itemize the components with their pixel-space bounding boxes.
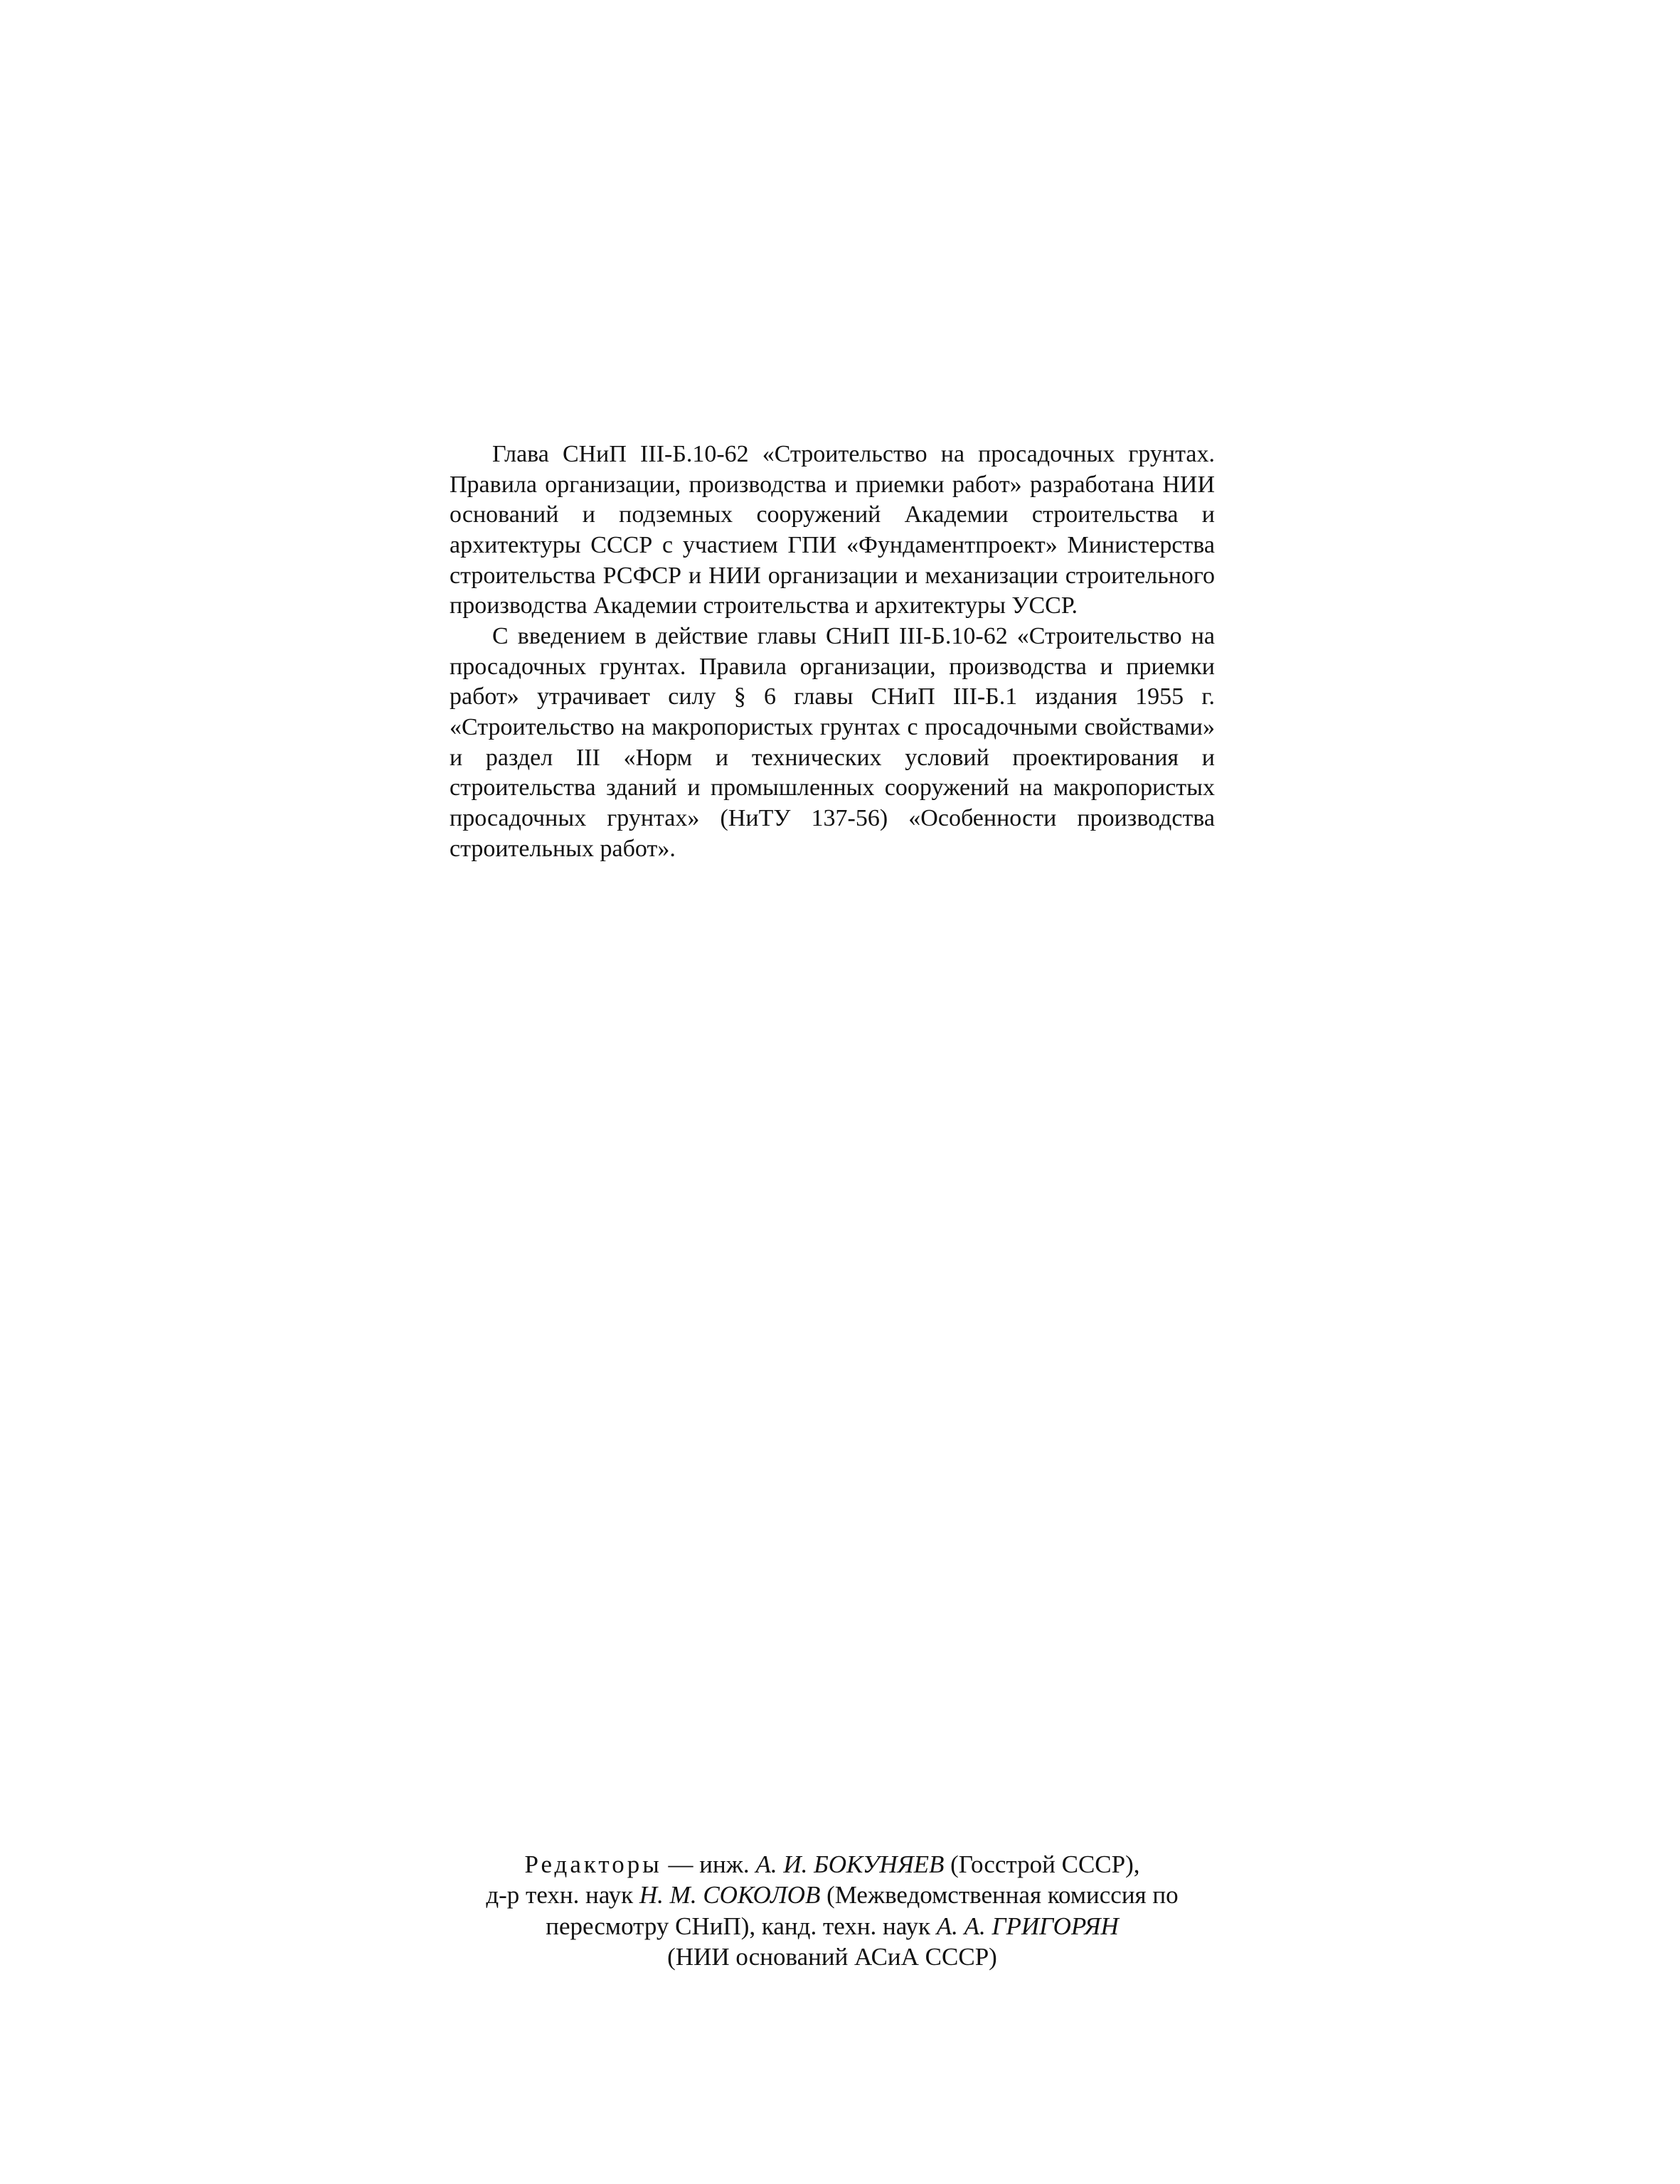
editors-label: Редакторы [524, 1850, 662, 1878]
editor-2-org: (Межведомственная комиссия по пересмотру СНиП), [546, 1881, 1179, 1940]
editor-1-org: (Госстрой СССР), [944, 1850, 1140, 1878]
editor-3-org: (НИИ оснований АСиА СССР) [667, 1943, 997, 1971]
editors-block [427, 1849, 1238, 1973]
document-body [450, 440, 1215, 864]
editor-3-name: А. А. ГРИГОРЯН [936, 1912, 1119, 1940]
editor-2-name: Н. М. СОКОЛОВ [639, 1881, 821, 1909]
editor-1-title: инж. [699, 1850, 756, 1878]
paragraph-authors: Глава СНиП III-Б.10-62 «Строительство на просадочных грунтах. Правила организации, производства и приемки работ» разработана НИИ оснований и подземных сооружений Академии строительства и архитектуры СССР с участием ГПИ «Фундаментпроект» Министерства строительства РСФСР и НИИ организации и механизации строительного производства Академии строительства и архитектуры УССР. [450, 441, 1215, 619]
editor-1-name: А. И. БОКУНЯЕВ [755, 1850, 945, 1878]
editor-3-title: канд. техн. наук [755, 1912, 937, 1940]
editors-dash: — [661, 1850, 700, 1878]
paragraph-supersession: С введением в действие главы СНиП III-Б.10-62 «Строительство на просадочных грунтах. Правила организации, производства и приемки работ» утрачивает силу § 6 главы СНиП III-Б.1 издания 1955 г. «Строительство на макропористых грунтах с просадочными свойствами» и раздел III «Норм и технических условий проектирования и строительства зданий и промышленных сооружений на макропористых просадочных грунтах» (НиТУ 137-56) «Особенности производства строительных работ». [450, 622, 1215, 862]
editor-2-title: д-р техн. наук [486, 1881, 639, 1909]
